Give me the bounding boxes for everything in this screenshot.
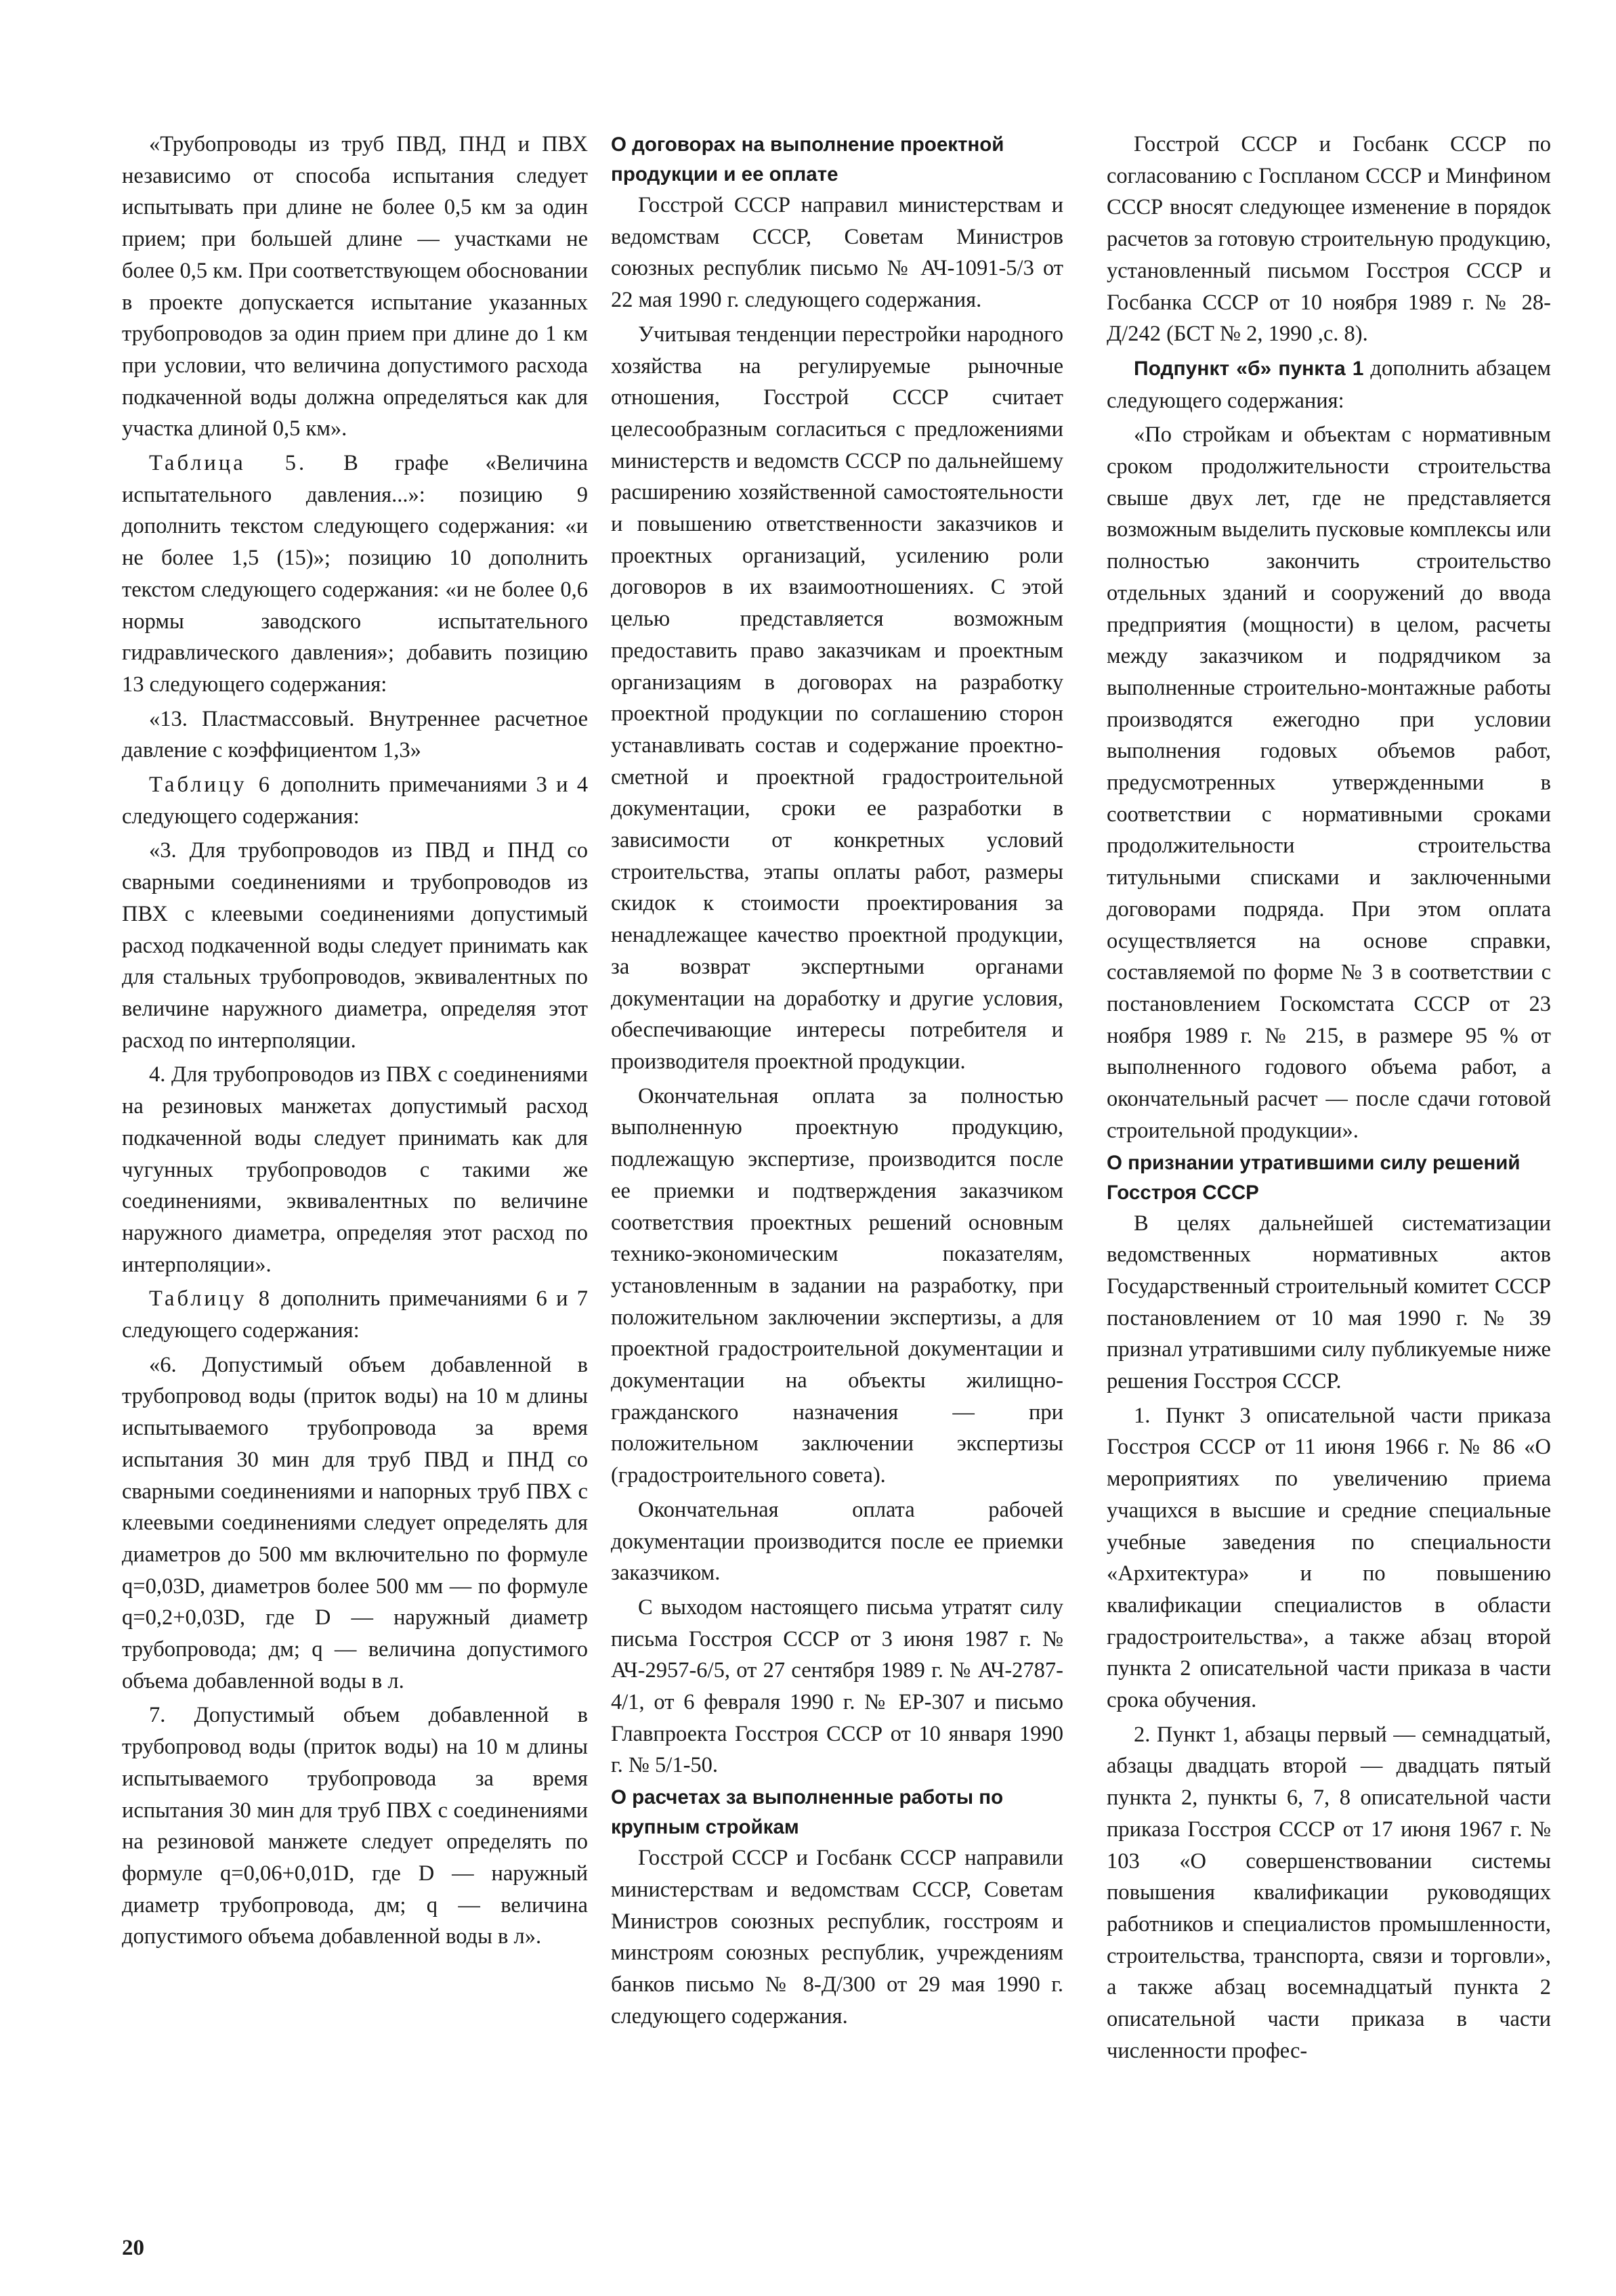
paragraph: «3. Для трубопроводов из ПВД и ПНД со сварными соединениями и трубопроводов из ПВХ с клеевыми соединениями допустимый расход подкаченной воды следует принимать как для стальных трубопроводов, эквивалентных по величине наружного диаметра, определяя этот расход по интерполяции.	[122, 838, 588, 1053]
page-number: 20	[122, 2236, 144, 2260]
paragraph-text: дополнить примечаниями 6 и 7 следующего содержания:	[122, 1286, 588, 1343]
paragraph: Окончательная оплата рабочей документации производится после ее приемки заказчиком.	[611, 1497, 1063, 1586]
section-heading: О признании утратившими силу решений Госстроя СССР	[1107, 1151, 1521, 1204]
paragraph: В целях дальнейшей систематизации ведомственных нормативных актов Государственный строительный комитет СССР постановлением от 10 мая 1990 г. № 39 признал утратившими силу публикуемые ниже решения Госстроя СССР.	[1107, 1211, 1551, 1394]
paragraph-text: дополнить примечаниями 3 и 4 следующего содержания:	[122, 773, 588, 829]
paragraph: «6. Допустимый объем добавленной в трубопровод воды (приток воды) на 10 м длины испытываемого трубопровода за время испытания 30 мин для труб ПВД и ПНД со сварными соединениями и напорных труб ПВХ с клеевыми соединениями следует определять для диаметров до 500 мм включительно по формуле q=0,03D, диаметров более 500 мм — по формуле q=0,2+0,03D, где D — наружный диаметр трубопровода; дм; q — величина допустимого объема добавленной воды в л.	[122, 1352, 588, 1693]
paragraph	[1107, 353, 1551, 416]
column-right	[1107, 129, 1551, 2066]
section-heading: О расчетах за выполненные работы по крупным стройкам	[611, 1786, 1004, 1839]
paragraph: «13. Пластмассовый. Внутреннее расчетное давление с коэффициентом 1,3»	[122, 706, 588, 763]
paragraph: «По стройкам и объектам с нормативным сроком продолжительности строительства свыше двух лет, где не представляется возможным выделить пусковые комплексы или полностью закончить строительство отдельных зданий и сооружений до ввода предприятия (мощности) в целом, расчеты между заказчиком и подрядчиком за выполненные строительно-монтажные работы производятся ежегодно при условии выполнения годовых объемов работ, предусмотренных утвержденными в соответствии с нормативными сроками продолжительности строительства титульными списками и заключенными договорами подряда. При этом оплата осуществляется на основе справки, составляемой по форме № 3 в соответствии с постановлением Госкомстата СССР от 23 ноября 1989 г. № 215, в размере 95 % от выполненного годового объема работ, а окончательный расчет — после сдачи готовой строительной продукции».	[1107, 423, 1551, 1143]
paragraph: С выходом настоящего письма утратят силу письма Госстроя СССР от 3 июня 1987 г. № АЧ-2957-6/5, от 27 сентября 1989 г. № АЧ-2787-4/1, от 6 февраля 1990 г. № ЕР-307 и письмо Главпроекта Госстроя СССР от 10 января 1990 г. № 5/1-50.	[611, 1595, 1063, 1778]
paragraph: Госстрой СССР направил министерствам и ведомствам СССР, Советам Министров союзных республик письмо № АЧ-1091-5/3 от 22 мая 1990 г. следующего содержания.	[611, 193, 1063, 313]
paragraph: Госстрой СССР и Госбанк СССР направили министерствам и ведомствам СССР, Советам Министров союзных республик, госстроям и минстроям союзных республик, учреждениям банков письмо № 8-Д/300 от 29 мая 1990 г. следующего содержания.	[611, 1846, 1063, 2029]
paragraph: 1. Пункт 3 описательной части приказа Госстроя СССР от 11 июня 1966 г. № 86 «О мероприятиях по увеличению приема учащихся в высшие и средние специальные учебные заведения по специальности «Архитектура» и по повышению квалификации специалистов в области градостроительства», а также абзац второй пункта 2 описательной части приказа в части срока обучения.	[1107, 1403, 1551, 1713]
table-reference: Таблицу 8	[149, 1286, 272, 1312]
paragraph: 7. Допустимый объем добавленной в трубопровод воды (приток воды) на 10 м длины испытываемого трубопровода за время испытания 30 мин для труб ПВХ с соединениями на резиновой манжете следует определять по формуле q=0,06+0,01D, где D — наружный диаметр трубопровода, дм; q — величина допустимого объема добавленной воды в л».	[122, 1703, 588, 1949]
section-heading: О договорах на выполнение проектной продукции и ее оплате	[611, 133, 1004, 186]
paragraph-text: дополнить абзацем следующего содержания:	[1107, 355, 1551, 413]
paragraph	[122, 769, 588, 832]
paragraph: Госстрой СССР и Госбанк СССР по согласованию с Госпланом СССР и Минфином СССР вносят следующее изменение в порядок расчетов за готовую строительную продукцию, установленный письмом Госстроя СССР и Госбанка СССР от 10 ноября 1989 г. № 28-Д/242 (БСТ № 2, 1990 ,с. 8).	[1107, 132, 1551, 347]
paragraph: 4. Для трубопроводов из ПВХ с соединениями на резиновых манжетах допустимый расход подкаченной воды следует принимать как для чугунных трубопроводов с такими же соединениями, эквивалентных по величине наружного диаметра, определяя этот расход по интерполяции».	[122, 1062, 588, 1277]
paragraph: Учитывая тенденции перестройки народного хозяйства на регулируемые рыночные отношения, Госстрой СССР считает целесообразным согласиться с предложениями министерств и ведомств СССР по дальнейшему расширению хозяйственной самостоятельности и повышению ответственности заказчиков и проектных организаций, усилению роли договоров в их взаимоотношениях. С этой целью представляется возможным предоставить право заказчикам и проектным организациям в договорах на разработку проектной продукции по соглашению сторон устанавливать состав и содержание проектно-сметной и проектной градостроительной документации, сроки ее разработки в зависимости от конкретных условий строительства, этапы оплаты работ, размеры скидок к стоимости проектирования за ненадлежащее качество проектной продукции, за возврат экспертными органами документации на доработку и другие условия, обеспечивающие интересы потребителя и производителя проектной продукции.	[611, 322, 1063, 1074]
clause-reference: Подпункт «б» пункта 1	[1134, 357, 1364, 380]
column-left	[122, 129, 588, 1953]
table-reference: Таблицу 6	[149, 773, 272, 798]
paragraph	[122, 448, 588, 701]
paragraph: Окончательная оплата за полностью выполненную проектную продукцию, подлежащую экспертизе, производится после ее приемки и подтверждения заказчиком соответствия проектных решений основным технико-экономическим показателям, установленным в задании на разработку, при положительном заключении экспертизы, а для проектной градостроительной документации и документации на объекты жилищно-гражданского назначения — при положительном заключении экспертизы (градостроительного совета).	[611, 1083, 1063, 1488]
paragraph	[122, 1283, 588, 1346]
paragraph: «Трубопроводы из труб ПВД, ПНД и ПВХ независимо от способа испытания следует испытывать при длине не более 0,5 км за один прием; при большей длине — участками не более 0,5 км. При соответствующем обосновании в проекте допускается испытание указанных трубопроводов за один прием при длине до 1 км при условии, что величина допустимого расхода подкаченной воды должна определяться как для участка длиной 0,5 км».	[122, 132, 588, 441]
column-middle	[611, 129, 1063, 2032]
paragraph: 2. Пункт 1, абзацы первый — семнадцатый, абзацы двадцать второй — двадцать пятый пункта 2, пункты 6, 7, 8 описательной части приказа Госстроя СССР от 17 июня 1967 г. № 103 «О совершенствовании системы повышения квалификации руководящих работников и специалистов промышленности, строительства, транспорта, связи и торговли», а также абзац восемнадцатый пункта 2 описательной части приказа в части численности профес-	[1107, 1722, 1551, 2063]
paragraph-text: В графе «Величина испытательного давления...»: позицию 9 дополнить текстом следующего содержания: «и не более 1,5 (15)»; позицию 10 дополнить текстом следующего содержания: «и не более 0,6 нормы заводского испытательного гидравлического давления»; добавить позицию 13 следующего содержания:	[122, 451, 588, 697]
table-reference: Таблица 5.	[149, 451, 307, 476]
